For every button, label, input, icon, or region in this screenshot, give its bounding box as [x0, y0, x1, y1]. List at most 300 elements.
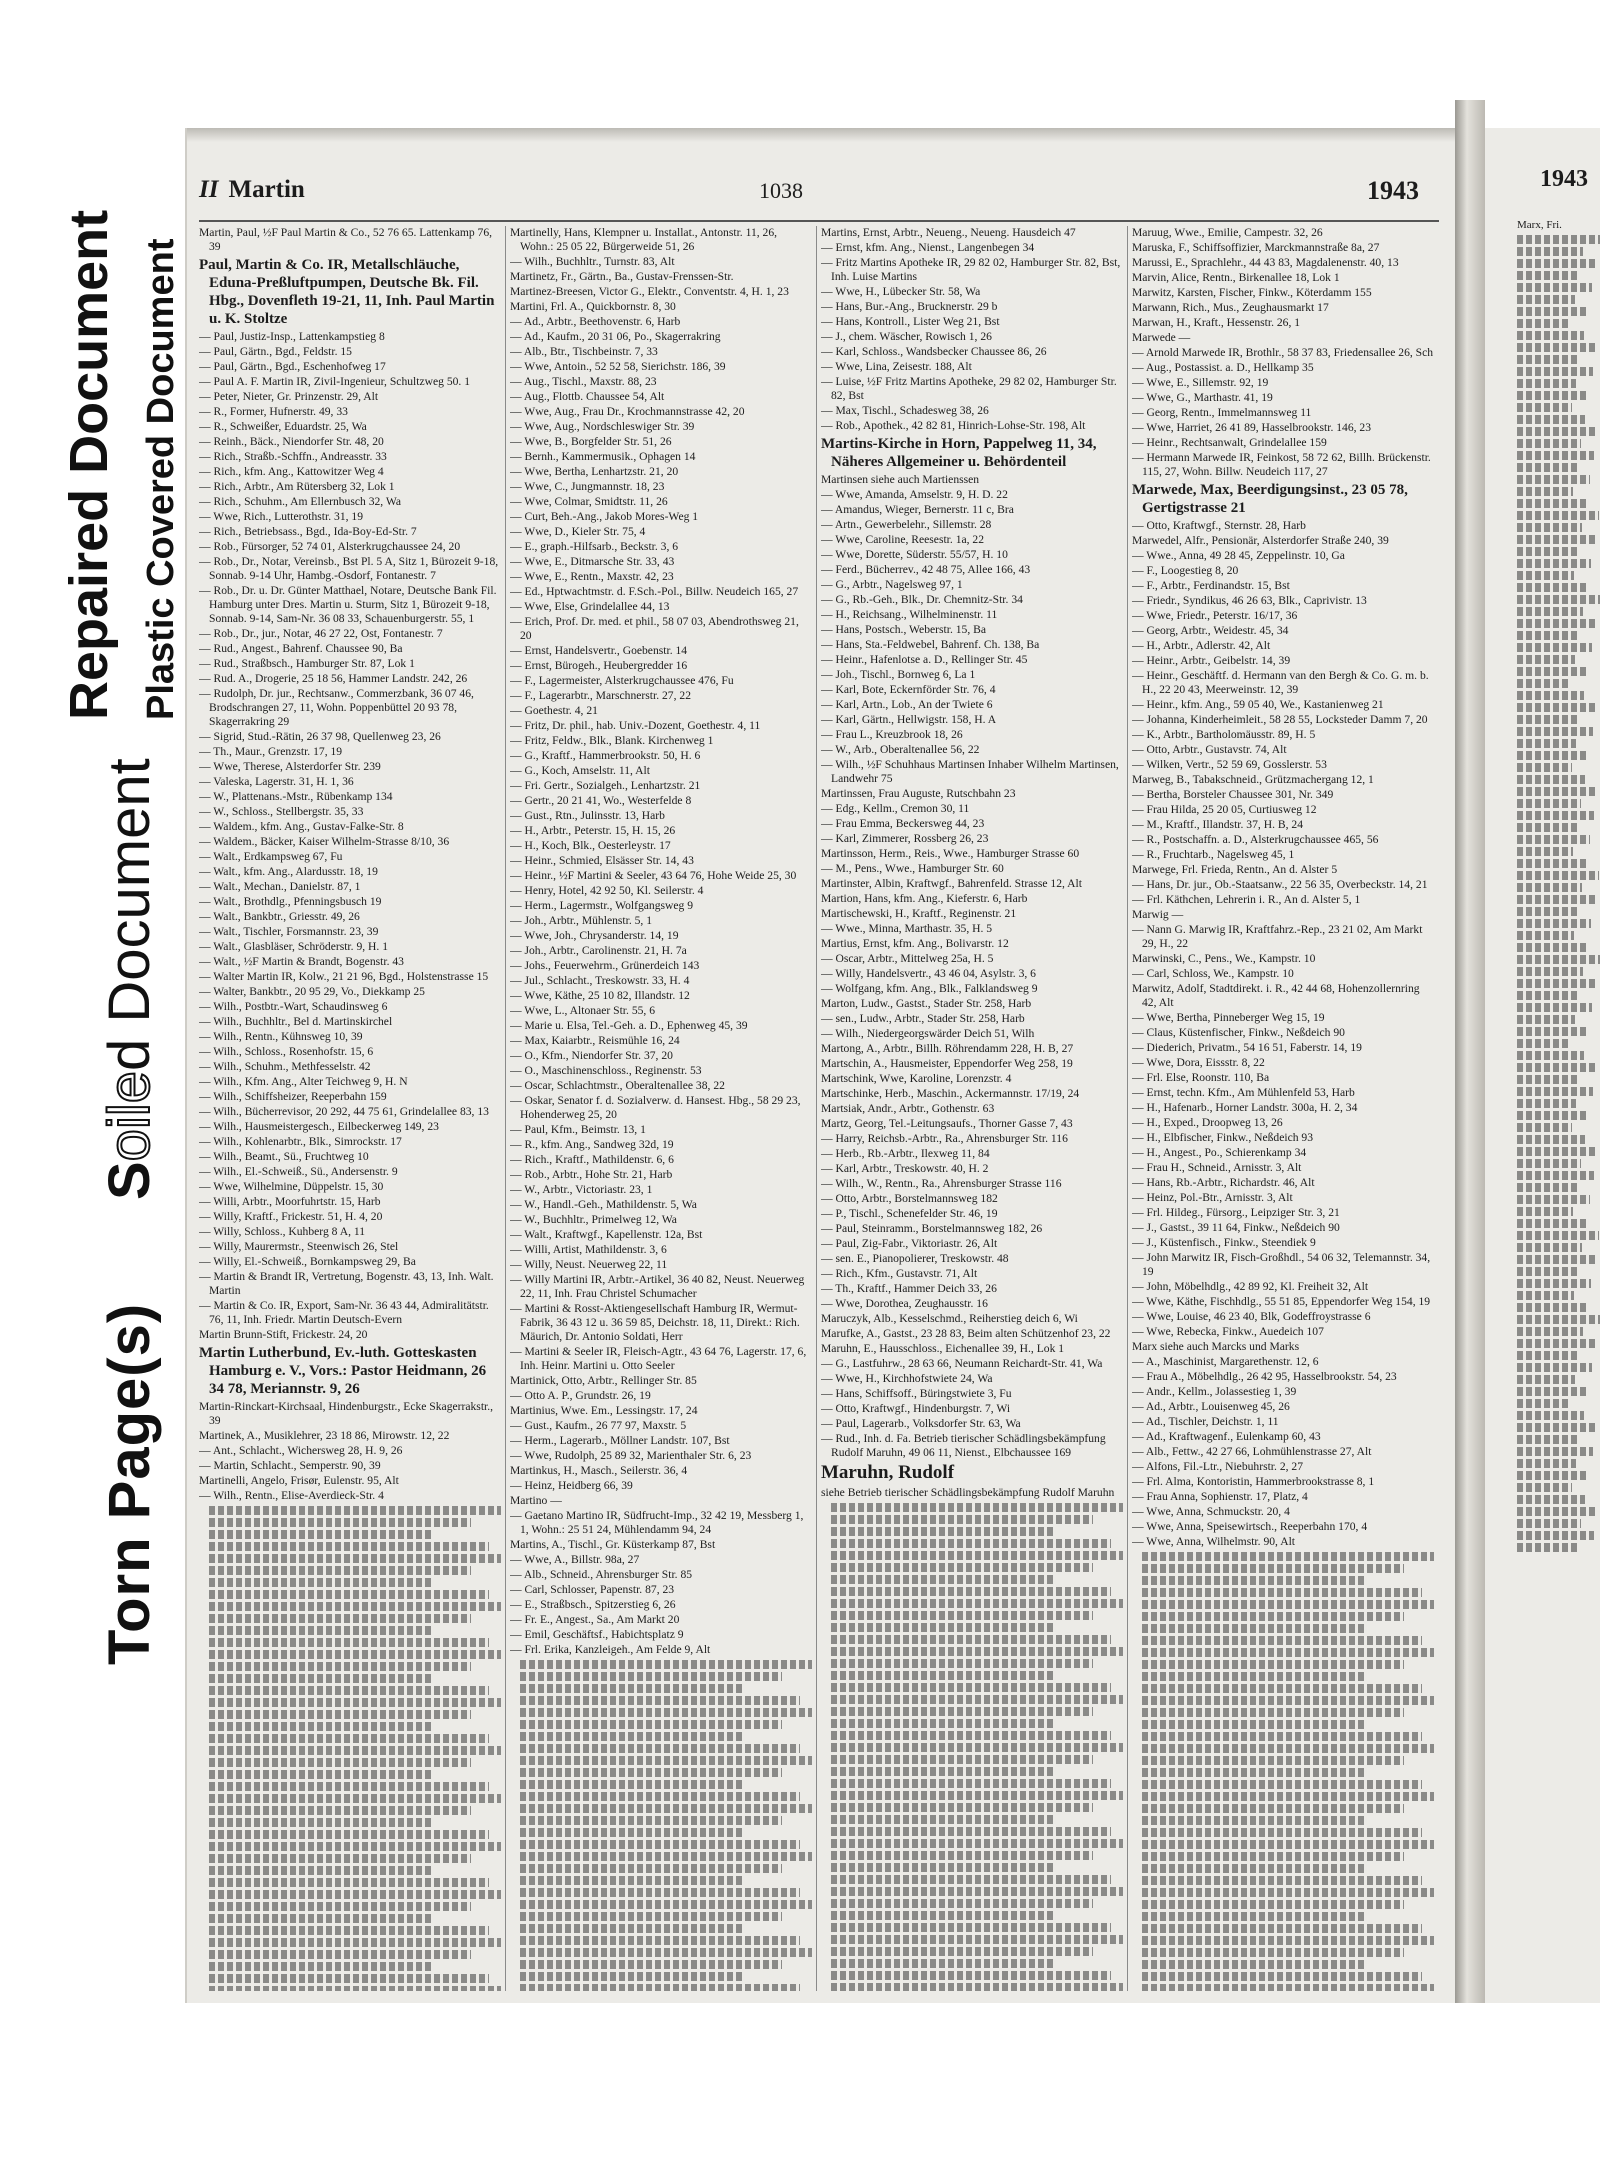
illegible-text-line: [1142, 1912, 1364, 1921]
directory-entry: Martinster, Albin, Kraftwgf., Bahrenfeld. Strasse 12, Alt: [821, 877, 1082, 890]
directory-entry: — Willi, Artist, Mathildenstr. 3, 6: [510, 1243, 667, 1256]
directory-entry: — Alb., Fettw., 42 27 66, Lohmühlenstrasse 27, Alt: [1132, 1445, 1372, 1458]
illegible-text-line: [209, 1638, 489, 1647]
directory-entry: — R., Former, Hufnerstr. 49, 33: [199, 405, 348, 418]
directory-entry: — Hermann Marwede IR, Feinkost, 58 72 62, Billh. Brückenstr. 115, 27, Wohn. Billw. Neudeich 117, 27: [1132, 451, 1431, 478]
illegible-text-line: [520, 1696, 800, 1705]
directory-entry: Martion, Hans, kfm. Ang., Kieferstr. 6, Harb: [821, 892, 1028, 905]
directory-entry: — Willy, Handelsvertr., 43 46 04, Asylstr. 3, 6: [821, 967, 1036, 980]
directory-entry: — Wwe, Anna, Speisewirtsch., Reeperbahn 170, 4: [1132, 1520, 1368, 1533]
illegible-text-line: [1517, 1471, 1589, 1480]
book-binding-gutter: [1455, 100, 1485, 2060]
illegible-text-line: [1517, 1279, 1591, 1288]
illegible-text-line: [831, 1935, 1123, 1944]
directory-entry: — Rud., Straßbsch., Hamburger Str. 87, Lok 1: [199, 657, 415, 670]
illegible-text-line: [1142, 1960, 1364, 1969]
illegible-text-line: [209, 1962, 431, 1971]
adjacent-first-line: Marx, Fri.: [1517, 219, 1562, 231]
directory-entry: Marvin, Alice, Rentn., Birkenallee 18, Lok 1: [1132, 271, 1340, 284]
directory-entry: — Wwe., Anna, 49 28 45, Zeppelinstr. 10, Ga: [1132, 549, 1345, 562]
directory-entry: — Wwe, Anna, Schmuckstr. 20, 4: [1132, 1505, 1290, 1518]
illegible-text-line: [520, 1780, 742, 1789]
header-name: Martin: [228, 176, 305, 203]
illegible-text-line: [1517, 979, 1596, 988]
directory-entry: Marwede, Max, Beerdigungsinst., 23 05 78, Gertigstrasse 21: [1132, 482, 1408, 516]
directory-entry: — Bertha, Borsteler Chaussee 301, Nr. 349: [1132, 788, 1334, 801]
illegible-text-line: [520, 1708, 812, 1717]
directory-entry: — Hans, Dr. jur., Ob.-Staatsanw., 22 56 35, Overbeckstr. 14, 21: [1132, 878, 1428, 891]
illegible-text-line: [209, 1542, 489, 1551]
directory-entry: — Wwe, H., Lübecker Str. 58, Wa: [821, 285, 981, 298]
directory-entry: — Hans, Kontroll., Lister Weg 21, Bst: [821, 315, 1000, 328]
illegible-text-line: [209, 1926, 489, 1935]
directory-entry: — Ad., Arbtr., Louisenweg 45, 26: [1132, 1400, 1290, 1413]
illegible-text-line: [520, 1744, 800, 1753]
directory-entry: — Paul, Lagerarb., Volksdorfer Str. 63, Wa: [821, 1417, 1021, 1430]
directory-entry: Martinelli, Angelo, Frisør, Eulenstr. 95, Alt: [199, 1474, 399, 1487]
directory-entry: — Wilh., Kfm. Ang., Alter Teichweg 9, H. N: [199, 1075, 408, 1088]
illegible-text-line: [831, 1659, 1093, 1668]
page-header: [199, 176, 1439, 216]
directory-entry: — F., Arbtr., Ferdinandstr. 15, Bst: [1132, 579, 1290, 592]
illegible-text-line: [209, 1854, 471, 1863]
illegible-text-line: [1517, 475, 1590, 484]
illegible-text-line: [209, 1554, 501, 1563]
illegible-text-line: [1142, 1612, 1404, 1621]
illegible-text-line: [209, 1734, 489, 1743]
illegible-text-line: [1517, 487, 1573, 496]
illegible-text-line: [1142, 1564, 1404, 1573]
directory-entry: — Karl, Gärtn., Hellwigstr. 158, H. A: [821, 713, 997, 726]
illegible-text-line: [1517, 835, 1590, 844]
directory-entry: — Claus, Küstenfischer, Finkw., Neßdeich 90: [1132, 1026, 1345, 1039]
illegible-text-line: [1142, 1984, 1434, 1991]
directory-entry: — Ed., Hptwachtmstr. d. F.Sch.-Pol., Billw. Neudeich 165, 27: [510, 585, 799, 598]
illegible-text-line: [209, 1902, 471, 1911]
illegible-text-line: [1517, 679, 1571, 688]
illegible-text-line: [1142, 1708, 1404, 1717]
header-roman-numeral: II: [199, 176, 219, 203]
directory-entry: Martins, Ernst, Arbtr., Neueng., Neueng. Hausdeich 47: [821, 226, 1076, 239]
illegible-text-line: [1517, 1255, 1595, 1264]
directory-entry: — Willy, Maurermstr., Steenwisch 26, Stel: [199, 1240, 399, 1253]
illegible-text-line: [831, 1791, 1123, 1800]
illegible-text-line: [520, 1720, 782, 1729]
illegible-text-line: [831, 1743, 1123, 1752]
directory-entry: — Bernh., Kammermusik., Ophagen 14: [510, 450, 696, 463]
illegible-text-line: [831, 1671, 1053, 1680]
directory-entry: — Georg, Arbtr., Weidestr. 45, 34: [1132, 624, 1289, 637]
directory-entry: — Hans, Rb.-Arbtr., Richardstr. 46, Alt: [1132, 1176, 1315, 1189]
directory-entry: — Frau L., Kreuzbrook 18, 26: [821, 728, 963, 741]
directory-entry: — Otto A. P., Grundstr. 26, 19: [510, 1389, 651, 1402]
illegible-text-line: [831, 1803, 1093, 1812]
illegible-text-line: [831, 1839, 1123, 1848]
illegible-text-line: [831, 1575, 1053, 1584]
directory-entry: — Walt., Glasbläser, Schröderstr. 9, H. 1: [199, 940, 389, 953]
directory-entry: — Wilh., Bücherrevisor, 20 292, 44 75 61, Grindelallee 83, 13: [199, 1105, 489, 1118]
illegible-text-line: [209, 1746, 501, 1755]
illegible-text-line: [209, 1518, 471, 1527]
illegible-text-line: [831, 1779, 1111, 1788]
directory-entry: — Frau A., Möbelhdlg., 26 42 95, Hasselbrookstr. 54, 23: [1132, 1370, 1397, 1383]
illegible-text-line: [209, 1698, 501, 1707]
directory-entry: — Wilh., Schiffsheizer, Reeperbahn 159: [199, 1090, 387, 1103]
illegible-text-line: [831, 1947, 1093, 1956]
directory-entry: — Paul, Kfm., Beimstr. 13, 1: [510, 1123, 646, 1136]
directory-entry: Martischewski, H., Kraftf., Reginenstr. 21: [821, 907, 1017, 920]
column-1: [199, 226, 501, 1991]
directory-entry: — G., Koch, Amselstr. 11, Alt: [510, 764, 650, 777]
directory-entry: — Heinr., ½F Martini & Seeler, 43 64 76, Hohe Weide 25, 30: [510, 869, 797, 882]
directory-entry: — Rich., Betriebsass., Bgd., Ida-Boy-Ed-Str. 7: [199, 525, 417, 538]
illegible-text-line: [1517, 1459, 1576, 1468]
adjacent-page-year: 1943: [1540, 166, 1588, 192]
header-rule: [199, 220, 1439, 222]
directory-entry: — Alb., Btr., Tischbeinstr. 7, 33: [510, 345, 658, 358]
directory-entry: — Fritz, Dr. phil., hab. Univ.-Dozent, Goethestr. 4, 11: [510, 719, 761, 732]
illegible-text-line: [1517, 883, 1582, 892]
illegible-text-line: [1517, 451, 1594, 460]
illegible-text-line: [1517, 1171, 1594, 1180]
directory-entry: Marwege, Frl. Frieda, Rentn., An d. Alster 5: [1132, 863, 1338, 876]
directory-entry: — John Marwitz IR, Fisch-Großhdl., 54 06 32, Telemannstr. 34, 19: [1132, 1251, 1431, 1278]
directory-entry: Martinssen, Frau Auguste, Rutschbahn 23: [821, 787, 1016, 800]
directory-entry: — Paul, Gärtn., Bgd., Eschenhofweg 17: [199, 360, 386, 373]
directory-entry: — G., Lastfuhrw., 28 63 66, Neumann Reichardt-Str. 41, Wa: [821, 1357, 1103, 1370]
directory-entry: — Wwe, Aug., Frau Dr., Krochmannstrasse 42, 20: [510, 405, 745, 418]
directory-entry: — Curt, Beh.-Ang., Jakob Mores-Weg 1: [510, 510, 699, 523]
directory-entry: — Gaetano Martino IR, Südfrucht-Imp., 32 42 19, Messberg 1, 1, Wohn.: 25 51 24, Mühlendamm 94, 24: [510, 1509, 804, 1536]
illegible-text-line: [1142, 1948, 1404, 1957]
directory-entry: — J., Gastst., 39 11 64, Finkw., Neßdeich 90: [1132, 1221, 1340, 1234]
directory-entry: Martin Lutherbund, Ev.-luth. Gotteskasten Hamburg e. V., Vors.: Pastor Heidmann, 26 34 78, Meriannstr. 9, 26: [199, 1345, 487, 1397]
illegible-text-line: [1517, 295, 1575, 304]
illegible-text-line: [1517, 1531, 1594, 1540]
illegible-text-line: [1142, 1936, 1434, 1945]
illegible-text-line: [1517, 1039, 1571, 1048]
illegible-text-line: [1517, 499, 1586, 508]
directory-entry: — O., Maschinenschloss., Reginenstr. 53: [510, 1064, 702, 1077]
illegible-text-line: [831, 1695, 1123, 1704]
directory-entry: Marx siehe auch Marcks und Marks: [1132, 1340, 1300, 1353]
illegible-text-line: [831, 1611, 1093, 1620]
illegible-text-line: [209, 1878, 489, 1887]
illegible-text-line: [1517, 703, 1597, 712]
directory-entry: — Karl, Arbtr., Treskowstr. 40, H. 2: [821, 1162, 989, 1175]
directory-entry: Martinsson, Herm., Reis., Wwe., Hamburger Strasse 60: [821, 847, 1080, 860]
directory-entry: — Willy, El.-Schweiß., Bornkampsweg 29, Ba: [199, 1255, 416, 1268]
illegible-text-line: [1517, 235, 1600, 244]
directory-entry: — Rich., Kraftf., Mathildenstr. 6, 6: [510, 1153, 674, 1166]
directory-entry: — P., Tischl., Schenefelder Str. 46, 19: [821, 1207, 998, 1220]
directory-entry: Martsiak, Andr., Arbtr., Gothenstr. 63: [821, 1102, 995, 1115]
illegible-text-line: [1517, 931, 1574, 940]
directory-entry: — Oscar, Schlachtmstr., Oberaltenallee 38, 22: [510, 1079, 725, 1092]
illegible-text-line: [520, 1936, 800, 1945]
illegible-text-line: [831, 1527, 1053, 1536]
directory-entry: — Frl. Hildeg., Fürsorg., Leipziger Str. 3, 21: [1132, 1206, 1340, 1219]
illegible-text-line: [1517, 1087, 1593, 1096]
directory-entry: — H., Koch, Blk., Oesterleystr. 17: [510, 839, 671, 852]
illegible-text-line: [520, 1840, 800, 1849]
directory-entry: — Max, Tischl., Schadesweg 38, 26: [821, 404, 989, 417]
illegible-text-line: [1517, 919, 1591, 928]
illegible-text-line: [209, 1674, 431, 1683]
directory-entry: — Wwe, G., Marthastr. 41, 19: [1132, 391, 1273, 404]
illegible-text-line: [209, 1782, 489, 1791]
illegible-text-line: [1517, 763, 1572, 772]
directory-entry: — Wwe, Caroline, Reesestr. 1a, 22: [821, 533, 985, 546]
directory-entry: — R., Schweißer, Eduardstr. 25, Wa: [199, 420, 367, 433]
directory-entry: — Walt., Tischler, Forsmannstr. 23, 39: [199, 925, 379, 938]
directory-entry: — Martini & Seeler IR, Fleisch-Agtr., 43 64 76, Lagerstr. 17, 6, Inh. Heinr. Martini u. Otto Seeler: [510, 1345, 807, 1372]
illegible-text-line: [1517, 895, 1595, 904]
illegible-text-line: [1142, 1744, 1434, 1753]
directory-entry: — Wilken, Vertr., 52 59 69, Gosslerstr. 53: [1132, 758, 1327, 771]
directory-entry: — Wwe, C., Jungmannstr. 18, 23: [510, 480, 665, 493]
illegible-text-line: [1517, 643, 1592, 652]
illegible-text-line: [1142, 1588, 1422, 1597]
directory-entry: — H., Exped., Droopweg 13, 26: [1132, 1116, 1283, 1129]
illegible-text-line: [520, 1672, 782, 1681]
directory-entry: — Walter Martin IR, Kolw., 21 21 96, Bgd., Holstenstrasse 15: [199, 970, 489, 983]
illegible-text-line: [1517, 559, 1591, 568]
illegible-text-line: [1142, 1624, 1364, 1633]
illegible-text-line: [831, 1599, 1123, 1608]
illegible-text-line: [1517, 1375, 1575, 1384]
directory-entry: — Rud., Inh. d. Fa. Betrieb tierischer Schädlingsbekämpfung Rudolf Maruhn, 49 06 11, Nienst., Elbchaussee 169: [821, 1432, 1106, 1459]
directory-entry: — Frau Emma, Beckersweg 44, 23: [821, 817, 985, 830]
directory-entry: Martin Brunn-Stift, Frickestr. 24, 20: [199, 1328, 368, 1341]
illegible-text-line: [1142, 1732, 1422, 1741]
illegible-text-line: [1517, 1195, 1590, 1204]
directory-entry: — H., Reichsang., Wilhelminenstr. 11: [821, 608, 998, 621]
illegible-text-line: [209, 1614, 471, 1623]
illegible-text-line: [1142, 1840, 1434, 1849]
directory-entry: — O., Kfm., Niendorfer Str. 37, 20: [510, 1049, 673, 1062]
directory-entry: — Arnold Marwede IR, Brothlr., 58 37 83, Friedensallee 26, Sch: [1132, 346, 1434, 359]
directory-entry: — W., Arb., Oberaltenallee 56, 22: [821, 743, 980, 756]
illegible-text-line: [831, 1563, 1093, 1572]
directory-entry: — Wilh., W., Rentn., Ra., Ahrensburger Strasse 116: [821, 1177, 1062, 1190]
illegible-text-line: [1517, 1387, 1588, 1396]
directory-entry: — Ant., Schlacht., Wichersweg 28, H. 9, 26: [199, 1444, 403, 1457]
illegible-text-line: [1517, 991, 1579, 1000]
illegible-text-line: [1517, 403, 1572, 412]
directory-entry: — Valeska, Lagerstr. 31, H. 1, 36: [199, 775, 354, 788]
directory-page: [185, 128, 1457, 2003]
illegible-text-line: [520, 1816, 782, 1825]
illegible-text-line: [209, 1938, 501, 1947]
directory-entry: — Paul, Gärtn., Bgd., Feldstr. 15: [199, 345, 352, 358]
illegible-text-line: [1517, 811, 1594, 820]
illegible-text-line: [520, 1948, 812, 1957]
illegible-text-line: [1517, 1135, 1585, 1144]
illegible-text-line: [209, 1794, 501, 1803]
directory-entry: Martschinke, Herb., Maschin., Ackermannstr. 17/19, 24: [821, 1087, 1080, 1100]
directory-entry: — Rudolph, Dr. jur., Rechtsanw., Commerzbank, 36 07 46, Brodschrangen 27, 11, Wohn. Poppenbüttel 20 93 78, Skagerrakring 29: [199, 687, 474, 728]
column-3: [821, 226, 1123, 1991]
directory-entry: — Herb., Rb.-Arbtr., Ilexweg 11, 84: [821, 1147, 990, 1160]
illegible-text-line: [520, 1960, 782, 1969]
directory-entry: — M., Kraftf., Illandstr. 37, H. B, 24: [1132, 818, 1303, 831]
directory-entry: — Otto, Arbtr., Gustavstr. 74, Alt: [1132, 743, 1287, 756]
directory-entry: Maruczyk, Alb., Kesselschmd., Reiherstieg deich 6, Wi: [821, 1312, 1078, 1325]
directory-entry: — A., Maschinist, Margarethenstr. 12, 6: [1132, 1355, 1319, 1368]
directory-entry: — G., Arbtr., Nagelsweg 97, 1: [821, 578, 963, 591]
illegible-text-line: [1142, 1756, 1404, 1765]
directory-entry: — Friedr., Syndikus, 46 26 63, Blk., Caprivistr. 13: [1132, 594, 1367, 607]
illegible-text-line: [831, 1827, 1111, 1836]
directory-entry: — Karl, Schloss., Wandsbecker Chaussee 86, 26: [821, 345, 1047, 358]
illegible-text-line: [1517, 271, 1579, 280]
directory-entry: — Hans, Schiffsoff., Büringstwiete 3, Fu: [821, 1387, 1012, 1400]
directory-entry: Marwedel, Alfr., Pensionär, Alsterdorfer Straße 240, 39: [1132, 534, 1389, 547]
directory-entry: — Alfons, Fil.-Ltr., Niebuhrstr. 2, 27: [1132, 1460, 1304, 1473]
directory-entry: — Rich., Schuhm., Am Ellernbusch 32, Wa: [199, 495, 402, 508]
directory-entry: — Waldem., Bäcker, Kaiser Wilhelm-Strasse 8/10, 36: [199, 835, 450, 848]
illegible-text-line: [209, 1686, 489, 1695]
directory-entry: — Ernst, Handelsvertr., Goebenstr. 14: [510, 644, 688, 657]
directory-entry: — Rud., Angest., Bahrenf. Chaussee 90, Ba: [199, 642, 403, 655]
directory-entry: — Paul, Steinramm., Borstelmannsweg 182, 26: [821, 1222, 1043, 1235]
scan-margin: [0, 2003, 1600, 2177]
directory-entry: — Wwe, Aug., Nordschleswiger Str. 39: [510, 420, 695, 433]
directory-entry: — Wwe, Lina, Zeisestr. 188, Alt: [821, 360, 972, 373]
illegible-text-line: [520, 1792, 800, 1801]
directory-entry: — Heinr., Schmied, Elsässer Str. 14, 43: [510, 854, 694, 867]
header-left: [199, 176, 305, 204]
directory-entry: — Herm., Lagermstr., Wolfgangsweg 9: [510, 899, 694, 912]
directory-entry: — Wwe, E., Rentn., Maxstr. 42, 23: [510, 570, 674, 583]
illegible-text-line: [209, 1974, 489, 1983]
directory-entry: — H., Hafenarb., Horner Landstr. 300a, H. 2, 34: [1132, 1101, 1358, 1114]
illegible-text-line: [1517, 343, 1597, 352]
directory-entry: — Rob., Dr. u. Dr. Günter Matthael, Notare, Deutsche Bank Fil. Hamburg unter Dres. Martin u. Sturm, Sitz 1, Bürozeit 9-18, Sonnab. 9-14, Sam-Nr. 36 08 33, Schauenburgerstr. 55, 1: [199, 584, 497, 625]
illegible-text-line: [1517, 727, 1593, 736]
directory-entry: Maruska, F., Schiffsoffizier, Marckmannstraße 8a, 27: [1132, 241, 1380, 254]
directory-entry: Marwan, H., Kraft., Hessenstr. 26, 1: [1132, 316, 1301, 329]
directory-entry: — Rob., Dr., Notar, Vereinsb., Bst Pl. 5 A, Sitz 1, Bürozeit 9-18, Sonnab. 9-14 Uhr, Hambg.-Osdorf, Fontanestr. 7: [199, 555, 499, 582]
directory-entry: Martins, A., Tischl., Gr. Küsterkamp 87, Bst: [510, 1538, 716, 1551]
directory-entry: — J., Küstenfisch., Finkw., Steendiek 9: [1132, 1236, 1316, 1249]
directory-entry: — Carl, Schlosser, Papenstr. 87, 23: [510, 1583, 675, 1596]
soiled-label-part-1: S: [97, 1161, 162, 1200]
directory-entry: — Hans, Bur.-Ang., Brucknerstr. 29 b: [821, 300, 998, 313]
directory-entry: — Nann G. Marwig IR, Kraftfahrz.-Rep., 23 21 02, Am Markt 29, H., 22: [1132, 923, 1423, 950]
directory-entry: — Rud. A., Drogerie, 25 18 56, Hammer Landstr. 242, 26: [199, 672, 468, 685]
illegible-text-line: [1517, 595, 1600, 604]
soiled-document-label: [96, 758, 163, 1200]
illegible-text-line: [1517, 1543, 1577, 1552]
directory-entry: — Ad., Arbtr., Beethovenstr. 6, Harb: [510, 315, 681, 328]
directory-entry: — Paul A. F. Martin IR, Zivil-Ingenieur, Schultzweg 50. 1: [199, 375, 471, 388]
directory-entry: — Rich., Straßb.-Schffn., Andreasstr. 33: [199, 450, 387, 463]
illegible-text-line: [1517, 259, 1596, 268]
illegible-text-line: [1517, 955, 1600, 964]
illegible-text-line: [1517, 1315, 1600, 1324]
page-number: 1038: [759, 178, 803, 203]
directory-entry: Maruug, Wwe., Emilie, Campestr. 32, 26: [1132, 226, 1323, 239]
illegible-text-line: [831, 1683, 1111, 1692]
directory-entry: — Heinr., kfm. Ang., 59 05 40, We., Kastanienweg 21: [1132, 698, 1384, 711]
directory-entry: — Georg, Rentn., Immelmannsweg 11: [1132, 406, 1312, 419]
illegible-text-line: [209, 1758, 471, 1767]
directory-entry: — F., Lagerarbtr., Marschnerstr. 27, 22: [510, 689, 691, 702]
directory-entry: — Wwe, Colmar, Smidtstr. 11, 26: [510, 495, 668, 508]
illegible-text-line: [1517, 739, 1576, 748]
directory-entry: — Walt., ½F Martin & Brandt, Bogenstr. 43: [199, 955, 404, 968]
illegible-text-line: [1517, 463, 1577, 472]
directory-entry: — G., Kraftf., Hammerbrookstr. 50, H. 6: [510, 749, 701, 762]
directory-entry: — Ad., Kraftwagenf., Eulenkamp 60, 43: [1132, 1430, 1321, 1443]
directory-columns: [199, 226, 1439, 1991]
directory-entry: — Wilh., Rentn., Elise-Averdieck-Str. 4: [199, 1489, 384, 1502]
illegible-text-line: [1142, 1876, 1422, 1885]
illegible-text-line: [831, 1551, 1123, 1560]
directory-entry: — Frl. Alma, Kontoristin, Hammerbrookstrasse 8, 1: [1132, 1475, 1375, 1488]
illegible-text-line: [1517, 1243, 1582, 1252]
directory-entry: — Karl, Zimmerer, Rossberg 26, 23: [821, 832, 989, 845]
column-divider: [505, 226, 506, 1991]
directory-entry: Martinsen siehe auch Martienssen: [821, 473, 980, 486]
directory-entry: — Fri. Gertr., Sozialgeh., Lenhartzstr. 21: [510, 779, 701, 792]
illegible-text-line: [1517, 427, 1598, 436]
directory-entry: — Paul, Justiz-Insp., Lattenkampstieg 8: [199, 330, 385, 343]
directory-entry: — Luise, ½F Fritz Martins Apotheke, 29 82 02, Hamburger Str. 82, Bst: [821, 375, 1117, 402]
directory-entry: Marweg, B., Tabakschneid., Grützmachergang 12, 1: [1132, 773, 1374, 786]
illegible-text-line: [209, 1950, 471, 1959]
illegible-text-line: [209, 1806, 471, 1815]
directory-entry: Marwede —: [1132, 331, 1191, 344]
directory-entry: — sen., Ludw., Arbtr., Stader Str. 258, Harb: [821, 1012, 1025, 1025]
illegible-text-line: [1517, 1519, 1581, 1528]
illegible-text-line: [520, 1972, 742, 1981]
illegible-text-line: [1142, 1888, 1434, 1897]
directory-entry: — Wwe, A., Billstr. 98a, 27: [510, 1553, 640, 1566]
illegible-text-line: [520, 1864, 782, 1873]
directory-entry: — Wwe, Anna, Wilhelmstr. 90, Alt: [1132, 1535, 1296, 1548]
directory-entry: — Johanna, Kinderheimleit., 58 28 55, Locksteder Damm 7, 20: [1132, 713, 1428, 726]
directory-entry: — Wwe, Rebecka, Finkw., Auedeich 107: [1132, 1325, 1324, 1338]
directory-entry: — Wilh., El.-Schweiß., Sü., Andersenstr. 9: [199, 1165, 398, 1178]
directory-entry: Marwann, Rich., Mus., Zeughausmarkt 17: [1132, 301, 1329, 314]
directory-entry: — Wolfgang, kfm. Ang., Blk., Falklandsweg 9: [821, 982, 1038, 995]
directory-entry: siehe Betrieb tierischer Schädlingsbekämpfung Rudolf Maruhn: [821, 1486, 1115, 1499]
illegible-text-line: [1142, 1972, 1422, 1981]
directory-entry: — Andr., Kellm., Jolassestieg 1, 39: [1132, 1385, 1297, 1398]
adjacent-page-text: [1517, 235, 1600, 1552]
directory-entry: — Gust., Rtn., Julinsstr. 13, Harb: [510, 809, 665, 822]
soiled-label-part-3: d Document: [97, 758, 162, 1072]
illegible-text-line: [520, 1924, 742, 1933]
illegible-text-line: [1517, 1159, 1581, 1168]
illegible-text-line: [1142, 1696, 1434, 1705]
illegible-text-line: [209, 1830, 489, 1839]
column-4: [1132, 226, 1434, 1991]
directory-entry: — Carl, Schloss, We., Kampstr. 10: [1132, 967, 1294, 980]
directory-entry: Martinez-Breesen, Victor G., Elektr., Conventstr. 4, H. 1, 23: [510, 285, 789, 298]
illegible-text-line: [1517, 331, 1584, 340]
directory-entry: — M., Pens., Wwe., Hamburger Str. 60: [821, 862, 1004, 875]
directory-entry: — Johs., Feuerwehrm., Grünerdeich 143: [510, 959, 700, 972]
illegible-text-line: [1142, 1768, 1364, 1777]
illegible-text-line: [520, 1876, 742, 1885]
directory-entry: Paul, Martin & Co. IR, Metallschläuche, Eduna-Preßluftpumpen, Deutsche Bk. Fil. Hbg., Dovenfleth 19-21, 11, Inh. Paul Martin u. K. Stoltze: [199, 257, 495, 327]
illegible-text-line: [831, 1539, 1111, 1548]
illegible-text-line: [831, 1767, 1053, 1776]
